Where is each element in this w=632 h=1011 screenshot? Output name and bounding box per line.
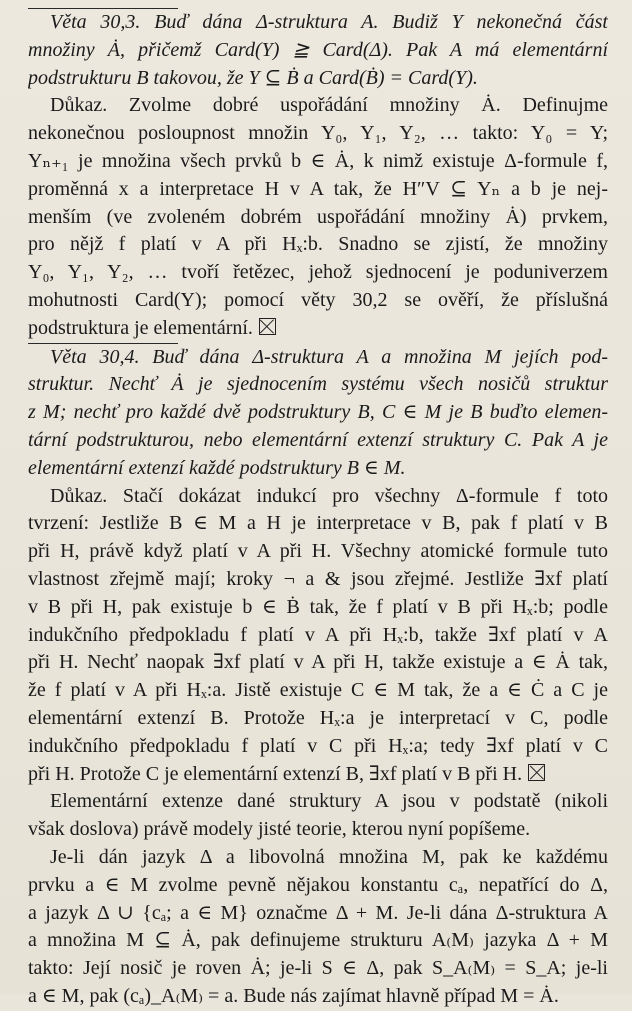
text-line: že f platí v A při Hₓ:a. Jistě existuje C ∈ M tak, že a ∈ Ċ a C je (28, 679, 608, 702)
text-line: proměnná x a interpretace H v A tak, že H″V ⊆ Yₙ a b je nej- (28, 177, 608, 200)
text-line: mohutnosti Card(Y); pomocí věty 30,2 se ověří, že příslušná (28, 288, 608, 311)
text-line: a množina M ⊆ Ȧ, pak definujeme strukturu A₍M₎ jazyka Δ + M (28, 929, 608, 952)
paragraph-language-extension (28, 844, 608, 1011)
text-line: takto: Její nosič je roven Ȧ; je-li S ∈ Δ, pak S_A₍M₎ = S_A; je-li (28, 957, 608, 980)
text-line: struktur. Nechť Ȧ je sjednocením systému všech nosičů struktur (28, 373, 608, 396)
text-line: tární podstrukturou, nebo elementární extenzí struktury C. Pak A je (28, 428, 608, 451)
text-line: a jazyk Δ ∪ {cₐ; a ∈ M} označme Δ + M. Je-li dána Δ-struktura A (28, 901, 608, 924)
text-line: z M; nechť pro každé dvě podstruktury B, C ∈ M je B buďto elemen- (28, 401, 608, 424)
paragraph-elementary-extensions (28, 788, 608, 844)
text-line: prvku a ∈ M zvolme pevně nějakou konstantu cₐ, nepatřící do Δ, (28, 873, 608, 896)
text-line: při H. Nechť naopak ∃xf platí v A při H, takže existuje a ∈ Ȧ tak, (28, 651, 608, 674)
text-line-with-qed (28, 761, 608, 789)
text-line: Věta 30,3. Buď dána Δ-struktura A. Budiž Y nekonečná část (50, 11, 608, 33)
text-line: Důkaz. Zvolme dobré uspořádání množiny Ȧ. Definujme (50, 94, 608, 117)
text-line: při H. Protože C je elementární extenzí B, ∃xf platí v B při H. (28, 762, 523, 785)
text-line-with-qed (28, 315, 608, 343)
text-line: Je-li dán jazyk Δ a libovolná množina M, pak ke každému (50, 845, 608, 868)
text-line: Yₙ₊₁ je množina všech prvků b ∈ Ȧ, k nimž existuje Δ-formule f, (28, 149, 608, 172)
text-line: Věta 30,4. Buď dána Δ-struktura A a množina M jejích pod- (50, 345, 608, 368)
theorem-30-4 (28, 343, 608, 483)
text-line: elementární extenzí každé podstruktury B ∈ M. (28, 456, 406, 479)
text-line: Důkaz. Stačí dokázat indukcí pro všechny Δ-formule f toto (50, 484, 608, 507)
text-line: nekonečnou posloupnost množin Y₀, Y₁, Y₂, … takto: Y₀ = Y; (28, 122, 608, 145)
text-line: vlastnost zřejmě mají; kroky ¬ a & jsou zřejmé. Jestliže ∃xf platí (28, 567, 608, 590)
text-line: pro nějž f platí v A při Hₓ:b. Snadno se zjistí, že množiny (28, 233, 608, 256)
qed-box-icon (528, 764, 545, 781)
proof-30-4 (28, 483, 608, 789)
text-line: podstruktura je elementární. (28, 316, 253, 339)
text-line: a ∈ M, pak (cₐ)_A₍M₎ = a. Bude nás zajímat hlavně případ M = Ȧ. (28, 984, 559, 1007)
theorem-30-3 (28, 8, 608, 92)
text-line: Elementární extenze dané struktury A jsou v podstatě (nikoli (50, 790, 608, 813)
text-line: indukčního předpokladu f platí v A při Hₓ:b, takže ∃xf platí v A (28, 623, 608, 646)
text-line: tvrzení: Jestliže B ∈ M a H je interpretace v B, pak f platí v B (28, 512, 608, 535)
text-line: podstrukturu B takovou, že Y ⊆ Ḃ a Card(Ḃ) = Card(Y). (28, 66, 478, 89)
text-line: v B při H, pak existuje b ∈ Ḃ tak, že f platí v B při Hₓ:b; podle (28, 595, 608, 618)
text-line: však doslova) právě modely jisté teorie, kterou nyní popíšeme. (28, 818, 531, 841)
text-line: elementární extenzí B. Protože Hₓ:a je interpretací v C, podle (28, 706, 608, 729)
text-line: Y₀, Y₁, Y₂, … tvoří řetězec, jehož sjednocení je poduniverzem (28, 261, 608, 284)
text-line: při H, právě když platí v A při H. Všechny atomické formule tuto (28, 540, 608, 563)
qed-box-icon (259, 318, 276, 335)
proof-30-3 (28, 92, 608, 342)
text-line: množiny Ȧ, přičemž Card(Y) ≧ Card(Δ). Pak A má elementární (28, 38, 608, 61)
text-line: indukčního předpokladu f platí v C při Hₓ:a; tedy ∃xf platí v C (28, 734, 608, 757)
text-line: menším (ve zvoleném dobrém uspořádání množiny Ȧ) prvkem, (28, 205, 608, 228)
